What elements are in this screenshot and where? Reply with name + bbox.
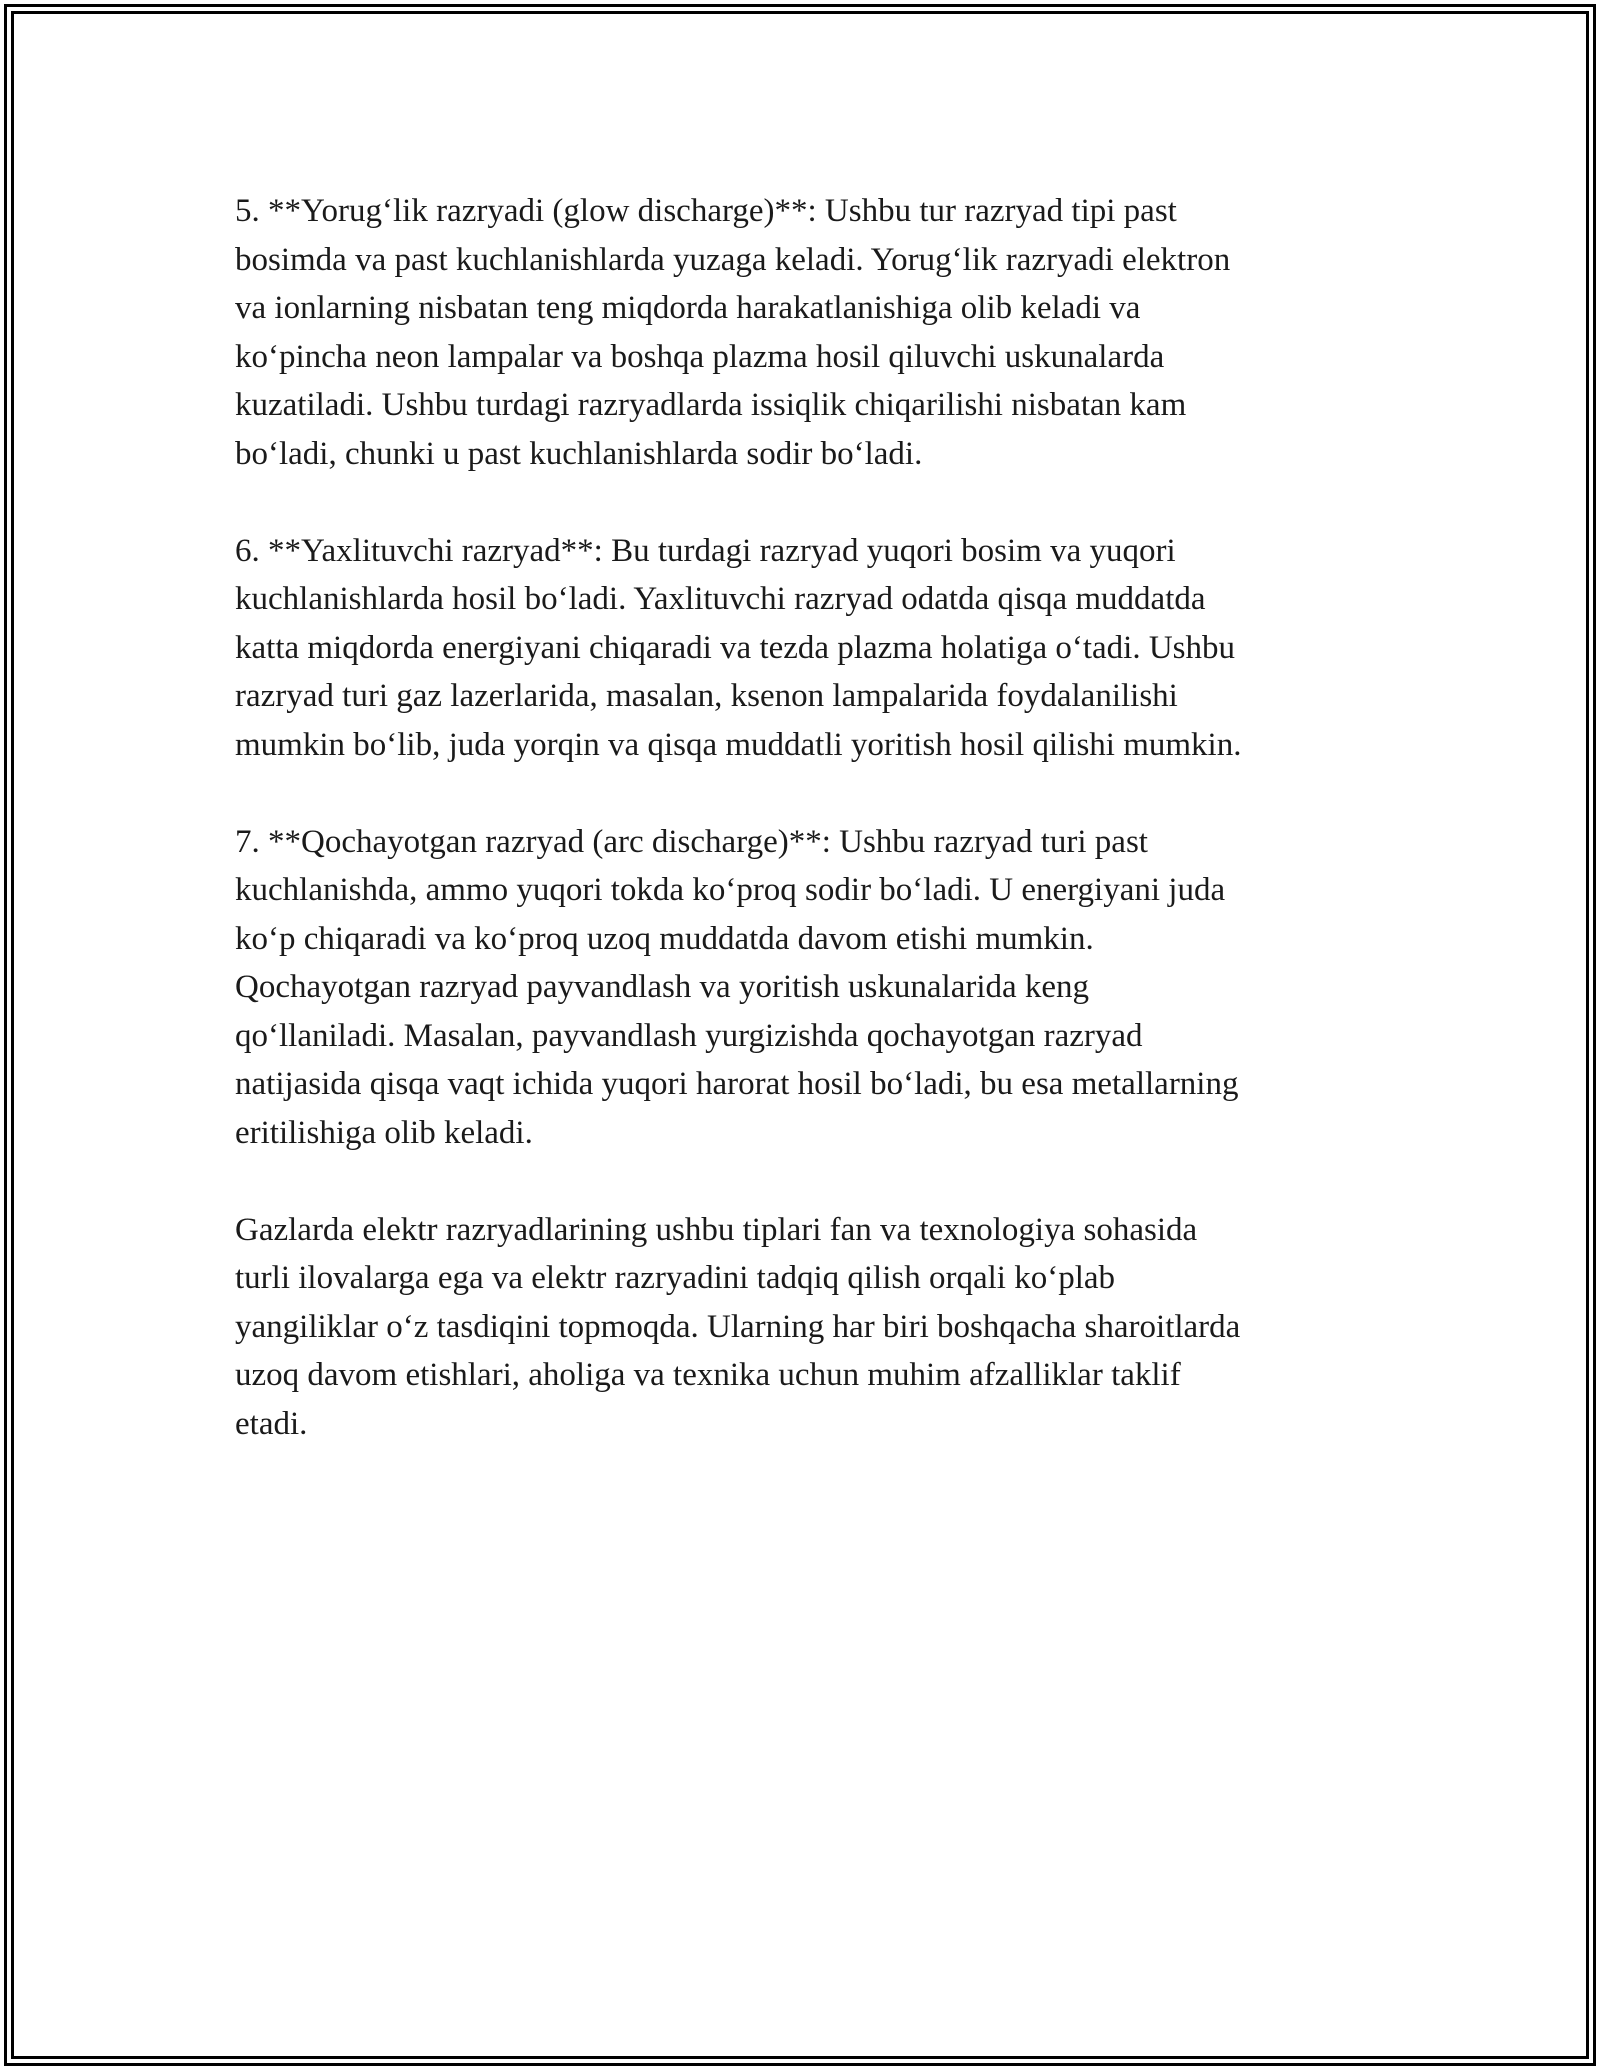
text-line: 6. **Yaxlituvchi razryad**: Bu turdagi razryad yuqori bosim va yuqori [235,532,1176,569]
text-line: uzoq davom etishlari, aholiga va texnika uchun muhim afzalliklar taklif [235,1357,1181,1393]
text-line: qo‘llaniladi. Masalan, payvandlash yurgizishda qochayotgan razryad [235,1017,1143,1054]
text-line: bosimda va past kuchlanishlarda yuzaga keladi. Yorug‘lik razryadi elektron [235,241,1231,278]
text-line: ko‘pincha neon lampalar va boshqa plazma hosil qiluvchi uskunalarda [235,338,1165,375]
text-line: va ionlarning nisbatan teng miqdorda harakatlanishiga olib keladi va [235,290,1141,326]
text-line: kuchlanishda, ammo yuqori tokda ko‘proq sodir bo‘ladi. U energiyani juda [235,872,1226,908]
text-line: ko‘p chiqaradi va ko‘proq uzoq muddatda davom etishi mumkin. [235,920,1094,957]
paragraph-arc-discharge [235,818,1365,1158]
text-line: etadi. [235,1405,308,1442]
text-line: 5. **Yorug‘lik razryadi (glow discharge)**: Ushbu tur razryad tipi past [235,193,1177,229]
text-line: turli ilovalarga ega va elektr razryadini tadqiq qilish orqali ko‘plab [235,1260,1116,1296]
paragraph-conclusion [235,1206,1365,1449]
text-line: Gazlarda elektr razryadlarining ushbu tiplari fan va texnologiya sohasida [235,1211,1198,1248]
text-line: kuzatiladi. Ushbu turdagi razryadlarda issiqlik chiqarilishi nisbatan kam [235,387,1187,423]
text-line: eritilishiga olib keladi. [235,1114,533,1151]
text-line: bo‘ladi, chunki u past kuchlanishlarda sodir bo‘ladi. [235,435,923,472]
paragraph-glow-discharge [235,187,1365,478]
document-body [235,187,1365,1497]
text-line: kuchlanishlarda hosil bo‘ladi. Yaxlituvchi razryad odatda qisqa muddatda [235,581,1206,617]
text-line: katta miqdorda energiyani chiqaradi va tezda plazma holatiga o‘tadi. Ushbu [235,629,1236,666]
paragraph-yaxlituvchi-razryad [235,527,1365,770]
text-line: 7. **Qochayotgan razryad (arc discharge)**: Ushbu razryad turi past [235,823,1148,860]
text-line: razryad turi gaz lazerlarida, masalan, ksenon lampalarida foydalanilishi [235,678,1178,714]
text-line: Qochayotgan razryad payvandlash va yoritish uskunalarida keng [235,969,1090,1005]
text-line: mumkin bo‘lib, juda yorqin va qisqa muddatli yoritish hosil qilishi mumkin. [235,726,1242,763]
text-line: yangiliklar o‘z tasdiqini topmoqda. Ularning har biri boshqacha sharoitlarda [235,1308,1241,1345]
text-line: natijasida qisqa vaqt ichida yuqori harorat hosil bo‘ladi, bu esa metallarning [235,1066,1239,1102]
